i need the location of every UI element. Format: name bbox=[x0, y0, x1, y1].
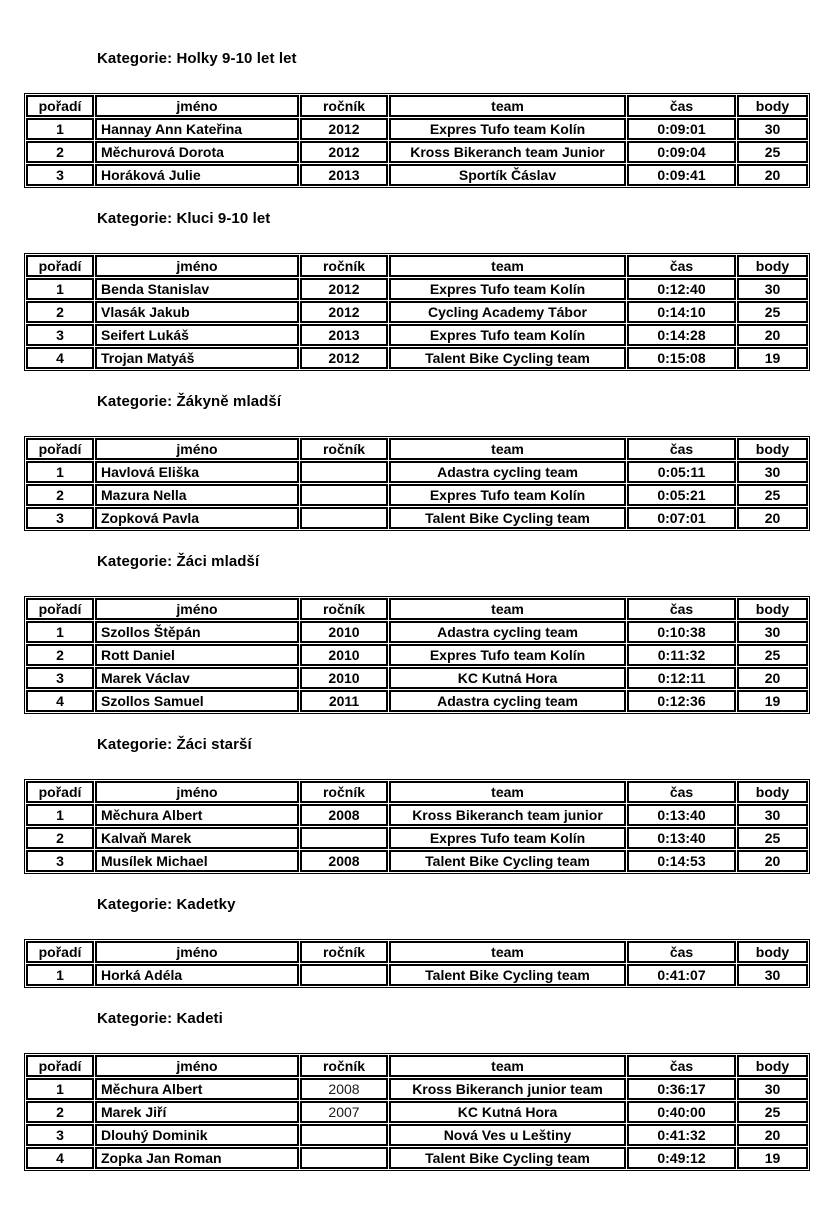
cell-poradi: 3 bbox=[26, 667, 94, 689]
cell-team: Talent Bike Cycling team bbox=[389, 850, 626, 872]
cell-rocnik: 2007 bbox=[300, 1101, 388, 1123]
cell-jmeno: Seifert Lukáš bbox=[95, 324, 299, 346]
cell-body: 30 bbox=[737, 461, 808, 483]
cell-body: 30 bbox=[737, 804, 808, 826]
result-row bbox=[26, 507, 808, 529]
results-table bbox=[24, 253, 810, 371]
cell-cas: 0:05:21 bbox=[627, 484, 736, 506]
column-header-jmeno: jméno bbox=[95, 781, 299, 803]
cell-poradi: 3 bbox=[26, 164, 94, 186]
category-heading: Kategorie: Holky 9-10 let let bbox=[97, 50, 297, 67]
result-row bbox=[26, 1124, 808, 1146]
results-table bbox=[24, 1053, 810, 1171]
column-header-jmeno: jméno bbox=[95, 438, 299, 460]
cell-jmeno: Rott Daniel bbox=[95, 644, 299, 666]
cell-poradi: 2 bbox=[26, 827, 94, 849]
column-header-rocnik: ročník bbox=[300, 255, 388, 277]
cell-team: Expres Tufo team Kolín bbox=[389, 484, 626, 506]
header-row bbox=[26, 255, 808, 277]
cell-jmeno: Měchurová Dorota bbox=[95, 141, 299, 163]
column-header-poradi: pořadí bbox=[26, 255, 94, 277]
results-table bbox=[24, 779, 810, 874]
cell-cas: 0:14:28 bbox=[627, 324, 736, 346]
column-header-team: team bbox=[389, 781, 626, 803]
cell-poradi: 4 bbox=[26, 347, 94, 369]
cell-rocnik bbox=[300, 1124, 388, 1146]
column-header-team: team bbox=[389, 1055, 626, 1077]
cell-body: 30 bbox=[737, 278, 808, 300]
cell-rocnik: 2013 bbox=[300, 324, 388, 346]
result-row bbox=[26, 1078, 808, 1100]
column-header-rocnik: ročník bbox=[300, 598, 388, 620]
cell-cas: 0:09:01 bbox=[627, 118, 736, 140]
column-header-team: team bbox=[389, 941, 626, 963]
column-header-poradi: pořadí bbox=[26, 781, 94, 803]
cell-cas: 0:13:40 bbox=[627, 827, 736, 849]
header-row bbox=[26, 781, 808, 803]
category-heading: Kategorie: Kadeti bbox=[97, 1010, 223, 1027]
result-row bbox=[26, 118, 808, 140]
cell-cas: 0:11:32 bbox=[627, 644, 736, 666]
column-header-body: body bbox=[737, 781, 808, 803]
column-header-team: team bbox=[389, 255, 626, 277]
result-row bbox=[26, 850, 808, 872]
cell-rocnik bbox=[300, 1147, 388, 1169]
column-header-body: body bbox=[737, 255, 808, 277]
result-row bbox=[26, 278, 808, 300]
cell-poradi: 1 bbox=[26, 621, 94, 643]
column-header-jmeno: jméno bbox=[95, 1055, 299, 1077]
column-header-jmeno: jméno bbox=[95, 598, 299, 620]
cell-body: 25 bbox=[737, 484, 808, 506]
result-row bbox=[26, 690, 808, 712]
column-header-body: body bbox=[737, 1055, 808, 1077]
result-row bbox=[26, 964, 808, 986]
column-header-body: body bbox=[737, 95, 808, 117]
results-table bbox=[24, 436, 810, 531]
cell-jmeno: Horká Adéla bbox=[95, 964, 299, 986]
column-header-poradi: pořadí bbox=[26, 95, 94, 117]
result-row bbox=[26, 667, 808, 689]
category-section bbox=[24, 896, 828, 988]
column-header-rocnik: ročník bbox=[300, 781, 388, 803]
column-header-jmeno: jméno bbox=[95, 95, 299, 117]
cell-poradi: 3 bbox=[26, 850, 94, 872]
column-header-team: team bbox=[389, 438, 626, 460]
header-row bbox=[26, 438, 808, 460]
category-heading: Kategorie: Žáci mladší bbox=[97, 553, 260, 570]
cell-team: Talent Bike Cycling team bbox=[389, 507, 626, 529]
cell-body: 30 bbox=[737, 1078, 808, 1100]
cell-jmeno: Benda Stanislav bbox=[95, 278, 299, 300]
cell-body: 19 bbox=[737, 690, 808, 712]
cell-team: Kross Bikeranch junior team bbox=[389, 1078, 626, 1100]
cell-jmeno: Marek Jiří bbox=[95, 1101, 299, 1123]
cell-team: Sportík Čáslav bbox=[389, 164, 626, 186]
result-row bbox=[26, 301, 808, 323]
cell-poradi: 2 bbox=[26, 141, 94, 163]
cell-team: Expres Tufo team Kolín bbox=[389, 324, 626, 346]
cell-rocnik: 2012 bbox=[300, 278, 388, 300]
category-heading: Kategorie: Kadetky bbox=[97, 896, 236, 913]
result-row bbox=[26, 141, 808, 163]
cell-jmeno: Musílek Michael bbox=[95, 850, 299, 872]
cell-rocnik bbox=[300, 827, 388, 849]
cell-team: KC Kutná Hora bbox=[389, 1101, 626, 1123]
column-header-rocnik: ročník bbox=[300, 941, 388, 963]
column-header-cas: čas bbox=[627, 781, 736, 803]
cell-jmeno: Havlová Eliška bbox=[95, 461, 299, 483]
cell-team: Kross Bikeranch team junior bbox=[389, 804, 626, 826]
cell-jmeno: Trojan Matyáš bbox=[95, 347, 299, 369]
category-section bbox=[24, 393, 828, 531]
header-row bbox=[26, 941, 808, 963]
cell-poradi: 1 bbox=[26, 964, 94, 986]
column-header-poradi: pořadí bbox=[26, 941, 94, 963]
cell-rocnik: 2008 bbox=[300, 850, 388, 872]
cell-jmeno: Zopková Pavla bbox=[95, 507, 299, 529]
cell-poradi: 2 bbox=[26, 301, 94, 323]
cell-poradi: 1 bbox=[26, 278, 94, 300]
column-header-cas: čas bbox=[627, 255, 736, 277]
cell-jmeno: Szollos Štěpán bbox=[95, 621, 299, 643]
cell-jmeno: Vlasák Jakub bbox=[95, 301, 299, 323]
cell-rocnik bbox=[300, 964, 388, 986]
cell-body: 25 bbox=[737, 301, 808, 323]
category-section bbox=[24, 553, 828, 714]
cell-cas: 0:36:17 bbox=[627, 1078, 736, 1100]
cell-body: 20 bbox=[737, 507, 808, 529]
cell-team: Adastra cycling team bbox=[389, 621, 626, 643]
column-header-team: team bbox=[389, 95, 626, 117]
cell-poradi: 3 bbox=[26, 507, 94, 529]
cell-jmeno: Zopka Jan Roman bbox=[95, 1147, 299, 1169]
cell-rocnik: 2011 bbox=[300, 690, 388, 712]
column-header-jmeno: jméno bbox=[95, 941, 299, 963]
cell-cas: 0:41:07 bbox=[627, 964, 736, 986]
cell-team: Talent Bike Cycling team bbox=[389, 964, 626, 986]
cell-jmeno: Hannay Ann Kateřina bbox=[95, 118, 299, 140]
cell-body: 30 bbox=[737, 621, 808, 643]
cell-team: Adastra cycling team bbox=[389, 690, 626, 712]
cell-rocnik: 2013 bbox=[300, 164, 388, 186]
cell-poradi: 1 bbox=[26, 804, 94, 826]
result-row bbox=[26, 347, 808, 369]
cell-cas: 0:12:36 bbox=[627, 690, 736, 712]
results-table bbox=[24, 596, 810, 714]
cell-team: Talent Bike Cycling team bbox=[389, 347, 626, 369]
category-section bbox=[24, 50, 828, 188]
cell-team: Expres Tufo team Kolín bbox=[389, 278, 626, 300]
cell-body: 20 bbox=[737, 164, 808, 186]
cell-body: 30 bbox=[737, 964, 808, 986]
cell-jmeno: Měchura Albert bbox=[95, 804, 299, 826]
result-row bbox=[26, 461, 808, 483]
column-header-cas: čas bbox=[627, 1055, 736, 1077]
cell-team: Expres Tufo team Kolín bbox=[389, 644, 626, 666]
cell-team: Cycling Academy Tábor bbox=[389, 301, 626, 323]
cell-body: 20 bbox=[737, 850, 808, 872]
cell-cas: 0:49:12 bbox=[627, 1147, 736, 1169]
cell-rocnik: 2012 bbox=[300, 301, 388, 323]
result-row bbox=[26, 804, 808, 826]
column-header-poradi: pořadí bbox=[26, 598, 94, 620]
cell-team: Talent Bike Cycling team bbox=[389, 1147, 626, 1169]
result-row bbox=[26, 621, 808, 643]
header-row bbox=[26, 95, 808, 117]
cell-poradi: 3 bbox=[26, 324, 94, 346]
cell-poradi: 1 bbox=[26, 1078, 94, 1100]
cell-poradi: 3 bbox=[26, 1124, 94, 1146]
category-section bbox=[24, 736, 828, 874]
cell-rocnik bbox=[300, 461, 388, 483]
cell-rocnik: 2010 bbox=[300, 644, 388, 666]
result-row bbox=[26, 827, 808, 849]
cell-body: 30 bbox=[737, 118, 808, 140]
cell-rocnik: 2010 bbox=[300, 667, 388, 689]
cell-rocnik bbox=[300, 507, 388, 529]
cell-cas: 0:13:40 bbox=[627, 804, 736, 826]
result-row bbox=[26, 164, 808, 186]
cell-cas: 0:15:08 bbox=[627, 347, 736, 369]
cell-jmeno: Szollos Samuel bbox=[95, 690, 299, 712]
column-header-body: body bbox=[737, 598, 808, 620]
cell-cas: 0:14:10 bbox=[627, 301, 736, 323]
cell-team: Expres Tufo team Kolín bbox=[389, 118, 626, 140]
cell-cas: 0:12:11 bbox=[627, 667, 736, 689]
column-header-body: body bbox=[737, 438, 808, 460]
cell-team: KC Kutná Hora bbox=[389, 667, 626, 689]
column-header-cas: čas bbox=[627, 438, 736, 460]
column-header-poradi: pořadí bbox=[26, 1055, 94, 1077]
category-section bbox=[24, 210, 828, 371]
cell-poradi: 1 bbox=[26, 118, 94, 140]
column-header-team: team bbox=[389, 598, 626, 620]
cell-cas: 0:05:11 bbox=[627, 461, 736, 483]
cell-body: 25 bbox=[737, 644, 808, 666]
category-heading: Kategorie: Žákyně mladší bbox=[97, 393, 282, 410]
cell-jmeno: Marek Václav bbox=[95, 667, 299, 689]
cell-cas: 0:40:00 bbox=[627, 1101, 736, 1123]
cell-rocnik: 2008 bbox=[300, 804, 388, 826]
cell-jmeno: Horáková Julie bbox=[95, 164, 299, 186]
result-row bbox=[26, 484, 808, 506]
column-header-rocnik: ročník bbox=[300, 438, 388, 460]
cell-jmeno: Mazura Nella bbox=[95, 484, 299, 506]
cell-poradi: 2 bbox=[26, 484, 94, 506]
result-row bbox=[26, 644, 808, 666]
cell-cas: 0:07:01 bbox=[627, 507, 736, 529]
cell-cas: 0:14:53 bbox=[627, 850, 736, 872]
column-header-cas: čas bbox=[627, 941, 736, 963]
result-row bbox=[26, 1101, 808, 1123]
result-row bbox=[26, 324, 808, 346]
cell-poradi: 2 bbox=[26, 644, 94, 666]
column-header-body: body bbox=[737, 941, 808, 963]
header-row bbox=[26, 598, 808, 620]
cell-body: 20 bbox=[737, 324, 808, 346]
cell-cas: 0:10:38 bbox=[627, 621, 736, 643]
cell-rocnik bbox=[300, 484, 388, 506]
column-header-cas: čas bbox=[627, 95, 736, 117]
cell-jmeno: Měchura Albert bbox=[95, 1078, 299, 1100]
cell-body: 25 bbox=[737, 1101, 808, 1123]
cell-body: 19 bbox=[737, 1147, 808, 1169]
results-table bbox=[24, 939, 810, 988]
cell-poradi: 4 bbox=[26, 690, 94, 712]
cell-body: 19 bbox=[737, 347, 808, 369]
column-header-cas: čas bbox=[627, 598, 736, 620]
cell-cas: 0:09:41 bbox=[627, 164, 736, 186]
category-section bbox=[24, 1010, 828, 1171]
cell-rocnik: 2012 bbox=[300, 347, 388, 369]
cell-body: 25 bbox=[737, 141, 808, 163]
category-heading: Kategorie: Kluci 9-10 let bbox=[97, 210, 271, 227]
cell-rocnik: 2008 bbox=[300, 1078, 388, 1100]
cell-body: 25 bbox=[737, 827, 808, 849]
cell-rocnik: 2010 bbox=[300, 621, 388, 643]
header-row bbox=[26, 1055, 808, 1077]
category-heading: Kategorie: Žáci starší bbox=[97, 736, 252, 753]
results-table bbox=[24, 93, 810, 188]
cell-cas: 0:12:40 bbox=[627, 278, 736, 300]
cell-cas: 0:09:04 bbox=[627, 141, 736, 163]
cell-poradi: 4 bbox=[26, 1147, 94, 1169]
cell-poradi: 1 bbox=[26, 461, 94, 483]
cell-rocnik: 2012 bbox=[300, 141, 388, 163]
cell-team: Kross Bikeranch team Junior bbox=[389, 141, 626, 163]
cell-team: Nová Ves u Leštiny bbox=[389, 1124, 626, 1146]
column-header-jmeno: jméno bbox=[95, 255, 299, 277]
cell-jmeno: Dlouhý Dominik bbox=[95, 1124, 299, 1146]
cell-rocnik: 2012 bbox=[300, 118, 388, 140]
column-header-rocnik: ročník bbox=[300, 1055, 388, 1077]
column-header-poradi: pořadí bbox=[26, 438, 94, 460]
cell-body: 20 bbox=[737, 667, 808, 689]
cell-jmeno: Kalvaň Marek bbox=[95, 827, 299, 849]
cell-team: Expres Tufo team Kolín bbox=[389, 827, 626, 849]
column-header-rocnik: ročník bbox=[300, 95, 388, 117]
cell-team: Adastra cycling team bbox=[389, 461, 626, 483]
cell-body: 20 bbox=[737, 1124, 808, 1146]
cell-cas: 0:41:32 bbox=[627, 1124, 736, 1146]
cell-poradi: 2 bbox=[26, 1101, 94, 1123]
result-row bbox=[26, 1147, 808, 1169]
